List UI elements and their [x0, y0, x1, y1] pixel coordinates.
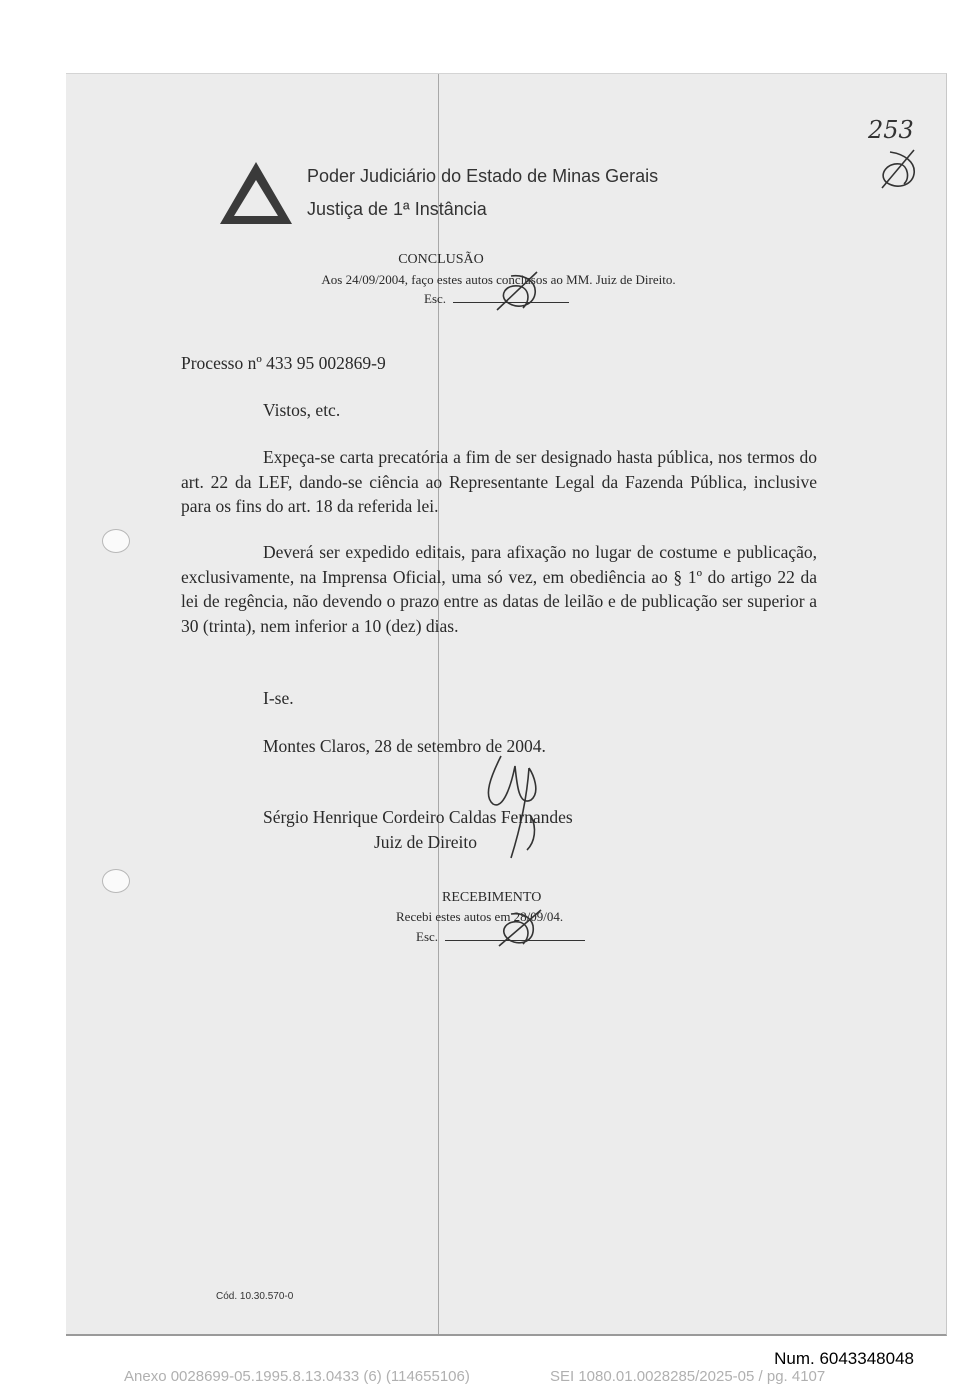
i-se: I-se.: [263, 688, 294, 708]
document-number: Num. 6043348048: [774, 1349, 914, 1368]
recebimento-title: RECEBIMENTO: [442, 890, 542, 905]
footer-sei: SEI 1080.01.0028285/2025-05 / pg. 4107: [550, 1368, 826, 1385]
footer-annex: Anexo 0028699-05.1995.8.13.0433 (6) (114655106): [124, 1368, 470, 1385]
handwritten-page-number: [866, 114, 926, 144]
receiver-signature: [491, 906, 551, 952]
form-code: Cód. 10.30.570-0: [216, 1291, 294, 1302]
court-instance: Justiça de 1ª Instância: [307, 199, 487, 219]
handwritten-initials: [874, 144, 924, 194]
process-number: Processo nº 433 95 002869-9: [181, 353, 386, 373]
conclusao-esc-label: Esc.: [424, 291, 447, 306]
svg-text:253: 253: [868, 116, 914, 144]
conclusao-text: Aos 24/09/2004, faço estes autos conclusos ao MM. Juiz de Direito.: [321, 272, 676, 287]
punch-hole: [102, 869, 130, 893]
paragraph-2: Deverá ser expedido editais, para afixação no lugar de costume e publicação, exclusivamente, na Imprensa Oficial, uma só vez, em obediência ao § 1º do artigo 22 da lei de regência, não devendo o prazo entre as datas de leilão e de publicação ser superior a 30 (trinta), nem inferior a 10 (dez) dias.: [181, 542, 817, 636]
recebimento-esc-label: Esc.: [416, 929, 439, 944]
judge-name: Sérgio Henrique Cordeiro Caldas Fernandes: [263, 807, 573, 827]
scanned-page: [66, 73, 947, 1336]
judge-title: Juiz de Direito: [374, 832, 478, 852]
paragraph-1: Expeça-se carta precatória a fim de ser designado hasta pública, nos termos do art. 22 da LEF, dando-se ciência ao Representante Legal da Fazenda Pública, inclusive para os fins do art. 18 da referida lei.: [181, 447, 817, 516]
vistos: Vistos, etc.: [263, 400, 341, 420]
punch-hole: [102, 529, 130, 553]
conclusao-title: CONCLUSÃO: [398, 252, 484, 267]
clerk-signature: [491, 270, 551, 316]
recebimento-text: Recebi estes autos em 28/09/04.: [396, 909, 564, 924]
court-triangle-logo: [218, 160, 294, 226]
court-name: Poder Judiciário do Estado de Minas Gerais: [307, 166, 659, 186]
place-date: Montes Claros, 28 de setembro de 2004.: [263, 736, 546, 756]
